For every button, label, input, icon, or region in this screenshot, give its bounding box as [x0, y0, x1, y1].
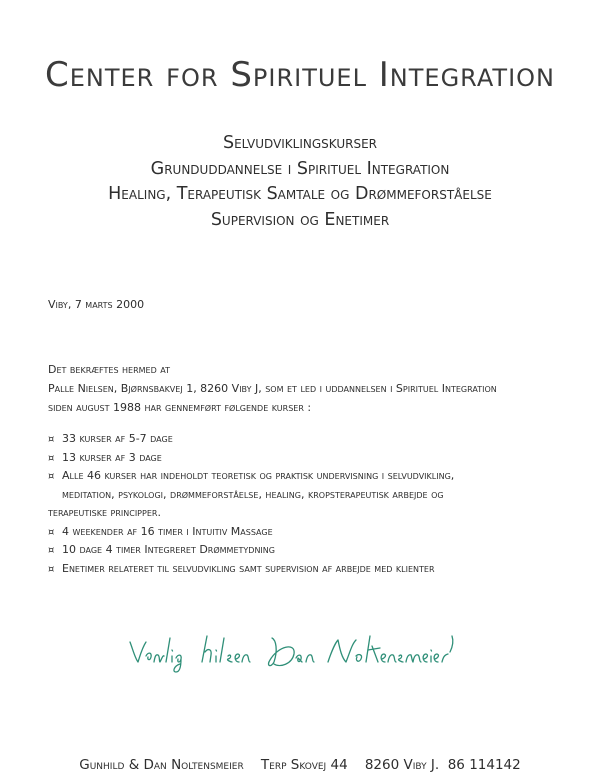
footer-city: 8260 Viby J.: [364, 757, 440, 773]
list-item-continuation: meditation, psykologi, drømmeforståelse, healing, kropsterapeutisk arbejde og: [62, 487, 444, 501]
list-item-continuation: terapeutiske principper.: [48, 506, 161, 519]
list-item: [48, 467, 578, 486]
body-line: Det bekræftes hermed at: [48, 363, 171, 376]
list-item: [48, 523, 578, 542]
list-item-text: 33 kurser af 5-7 dage: [62, 432, 173, 445]
list-item-text: Enetimer relateret til selvudvikling samt supervision af arbejde med klienter: [62, 561, 435, 575]
footer-phone: 86 114142: [447, 757, 521, 773]
list-item-text: 4 weekender af 16 timer i Intuitiv Massage: [62, 524, 273, 538]
bullet-icon: ¤: [48, 545, 55, 556]
subtitle-line: Supervision og Enetimer: [210, 209, 390, 230]
footer-names: Gunhild & Dan Noltensmeier: [79, 757, 244, 773]
letter-footer: [0, 757, 600, 773]
list-item-text: Alle 46 kurser har indeholdt teoretisk og praktisk undervisning i selvudvikling,: [62, 469, 455, 482]
subtitle-line: Selvudviklingskurser: [222, 133, 378, 153]
handwritten-signature: [128, 628, 458, 676]
bullet-icon: ¤: [48, 526, 55, 538]
bullet-icon: ¤: [48, 434, 55, 445]
footer-street: Terp Skovej 44: [260, 757, 348, 773]
letterhead-subtitles: [0, 131, 600, 233]
bullet-icon: ¤: [48, 471, 55, 482]
list-item: [48, 560, 578, 579]
letter-date: Viby, 7 marts 2000: [48, 298, 145, 311]
body-line: siden august 1988 har gennemført følgende kurser :: [48, 401, 312, 414]
body-line: Palle Nielsen, Bjørnsbakvej 1, 8260 Viby J, som et led i uddannelsen i Spirituel Integration: [48, 382, 497, 395]
list-item: [48, 430, 578, 449]
list-item-text: 13 kurser af 3 dage: [62, 450, 162, 464]
course-list: [48, 430, 578, 578]
list-item-text: 10 dage 4 timer Integreret Drømmetydning: [62, 543, 275, 556]
list-item: [48, 541, 578, 560]
bullet-icon: ¤: [48, 563, 55, 575]
subtitle-line: Grunduddannelse i Spirituel Integration: [150, 158, 450, 179]
bullet-icon: ¤: [48, 452, 55, 464]
letter-body: [48, 360, 568, 417]
letterhead-title: Center for Spirituel Integration: [44, 55, 556, 95]
subtitle-line: Healing, Terapeutisk Samtale og Drømmeforståelse: [108, 184, 492, 204]
list-item: [48, 449, 578, 468]
